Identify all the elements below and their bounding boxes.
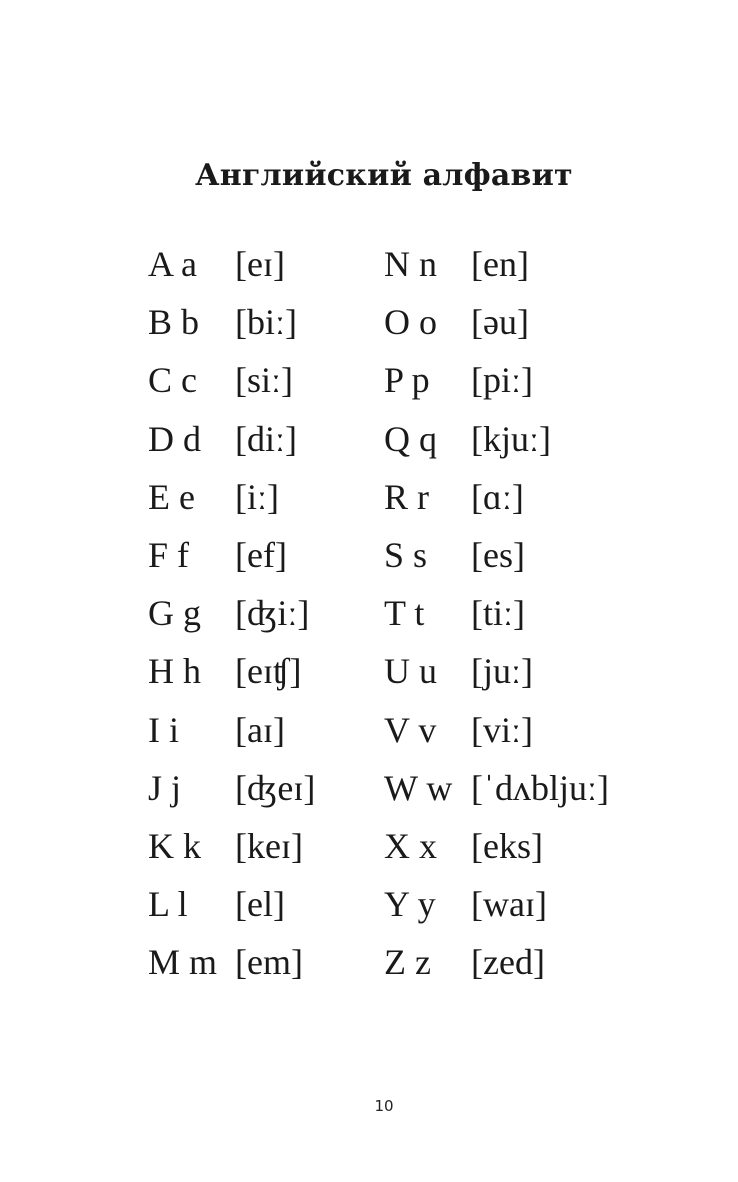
transcription: [aɪ] bbox=[235, 709, 285, 750]
letter: S s bbox=[384, 534, 428, 575]
letter: O o bbox=[384, 302, 437, 343]
transcription: [siː] bbox=[235, 360, 293, 401]
letter: F f bbox=[148, 534, 190, 575]
letter: A a bbox=[148, 244, 197, 284]
transcription: [eɪʧ] bbox=[235, 651, 302, 692]
letter: M m bbox=[148, 942, 218, 983]
letter: J j bbox=[148, 767, 182, 808]
letter: C c bbox=[148, 360, 197, 401]
transcription: [iː] bbox=[235, 476, 279, 517]
page-number: 10 bbox=[374, 1097, 394, 1115]
transcription: [ˈdʌbljuː] bbox=[471, 767, 609, 808]
transcription: [ʤeɪ] bbox=[235, 767, 316, 808]
transcription: [el] bbox=[235, 884, 285, 925]
letter: B b bbox=[148, 302, 200, 343]
letter: T t bbox=[384, 593, 425, 634]
transcription: [əu] bbox=[471, 302, 529, 343]
letter: P p bbox=[384, 360, 430, 401]
letter: V v bbox=[384, 709, 437, 750]
letter: R r bbox=[384, 476, 429, 517]
transcription: [viː] bbox=[471, 709, 533, 750]
letter: H h bbox=[148, 651, 201, 692]
letter: W w bbox=[384, 767, 453, 808]
letter: Y y bbox=[384, 884, 436, 925]
letter: Q q bbox=[384, 418, 437, 459]
letter: K k bbox=[148, 825, 201, 866]
transcription: [waɪ] bbox=[471, 884, 547, 925]
page-title: Английский алфавит bbox=[195, 158, 573, 193]
transcription: [tiː] bbox=[471, 593, 525, 634]
letter: N n bbox=[384, 244, 437, 284]
transcription: [eɪ] bbox=[235, 244, 285, 284]
letter: X x bbox=[384, 825, 437, 866]
transcription: [piː] bbox=[471, 360, 533, 401]
letter: D d bbox=[148, 418, 201, 459]
letter: L l bbox=[148, 884, 188, 925]
transcription: [diː] bbox=[235, 418, 297, 459]
transcription: [en] bbox=[471, 244, 529, 284]
transcription: [em] bbox=[235, 942, 303, 983]
transcription: [ʤiː] bbox=[235, 593, 310, 634]
transcription: [eks] bbox=[471, 825, 543, 866]
transcription: [keɪ] bbox=[235, 825, 303, 866]
letter: E e bbox=[148, 476, 195, 517]
transcription: [juː] bbox=[471, 651, 533, 692]
transcription: [ɑː] bbox=[471, 476, 524, 517]
transcription: [es] bbox=[471, 534, 525, 575]
transcription: [zed] bbox=[471, 942, 545, 983]
transcription: [biː] bbox=[235, 302, 297, 343]
letter: Z z bbox=[384, 942, 431, 983]
letter: U u bbox=[384, 651, 437, 692]
transcription: [kjuː] bbox=[471, 418, 551, 459]
transcription: [ef] bbox=[235, 534, 287, 575]
letter: I i bbox=[148, 709, 179, 750]
letter: G g bbox=[148, 593, 201, 634]
